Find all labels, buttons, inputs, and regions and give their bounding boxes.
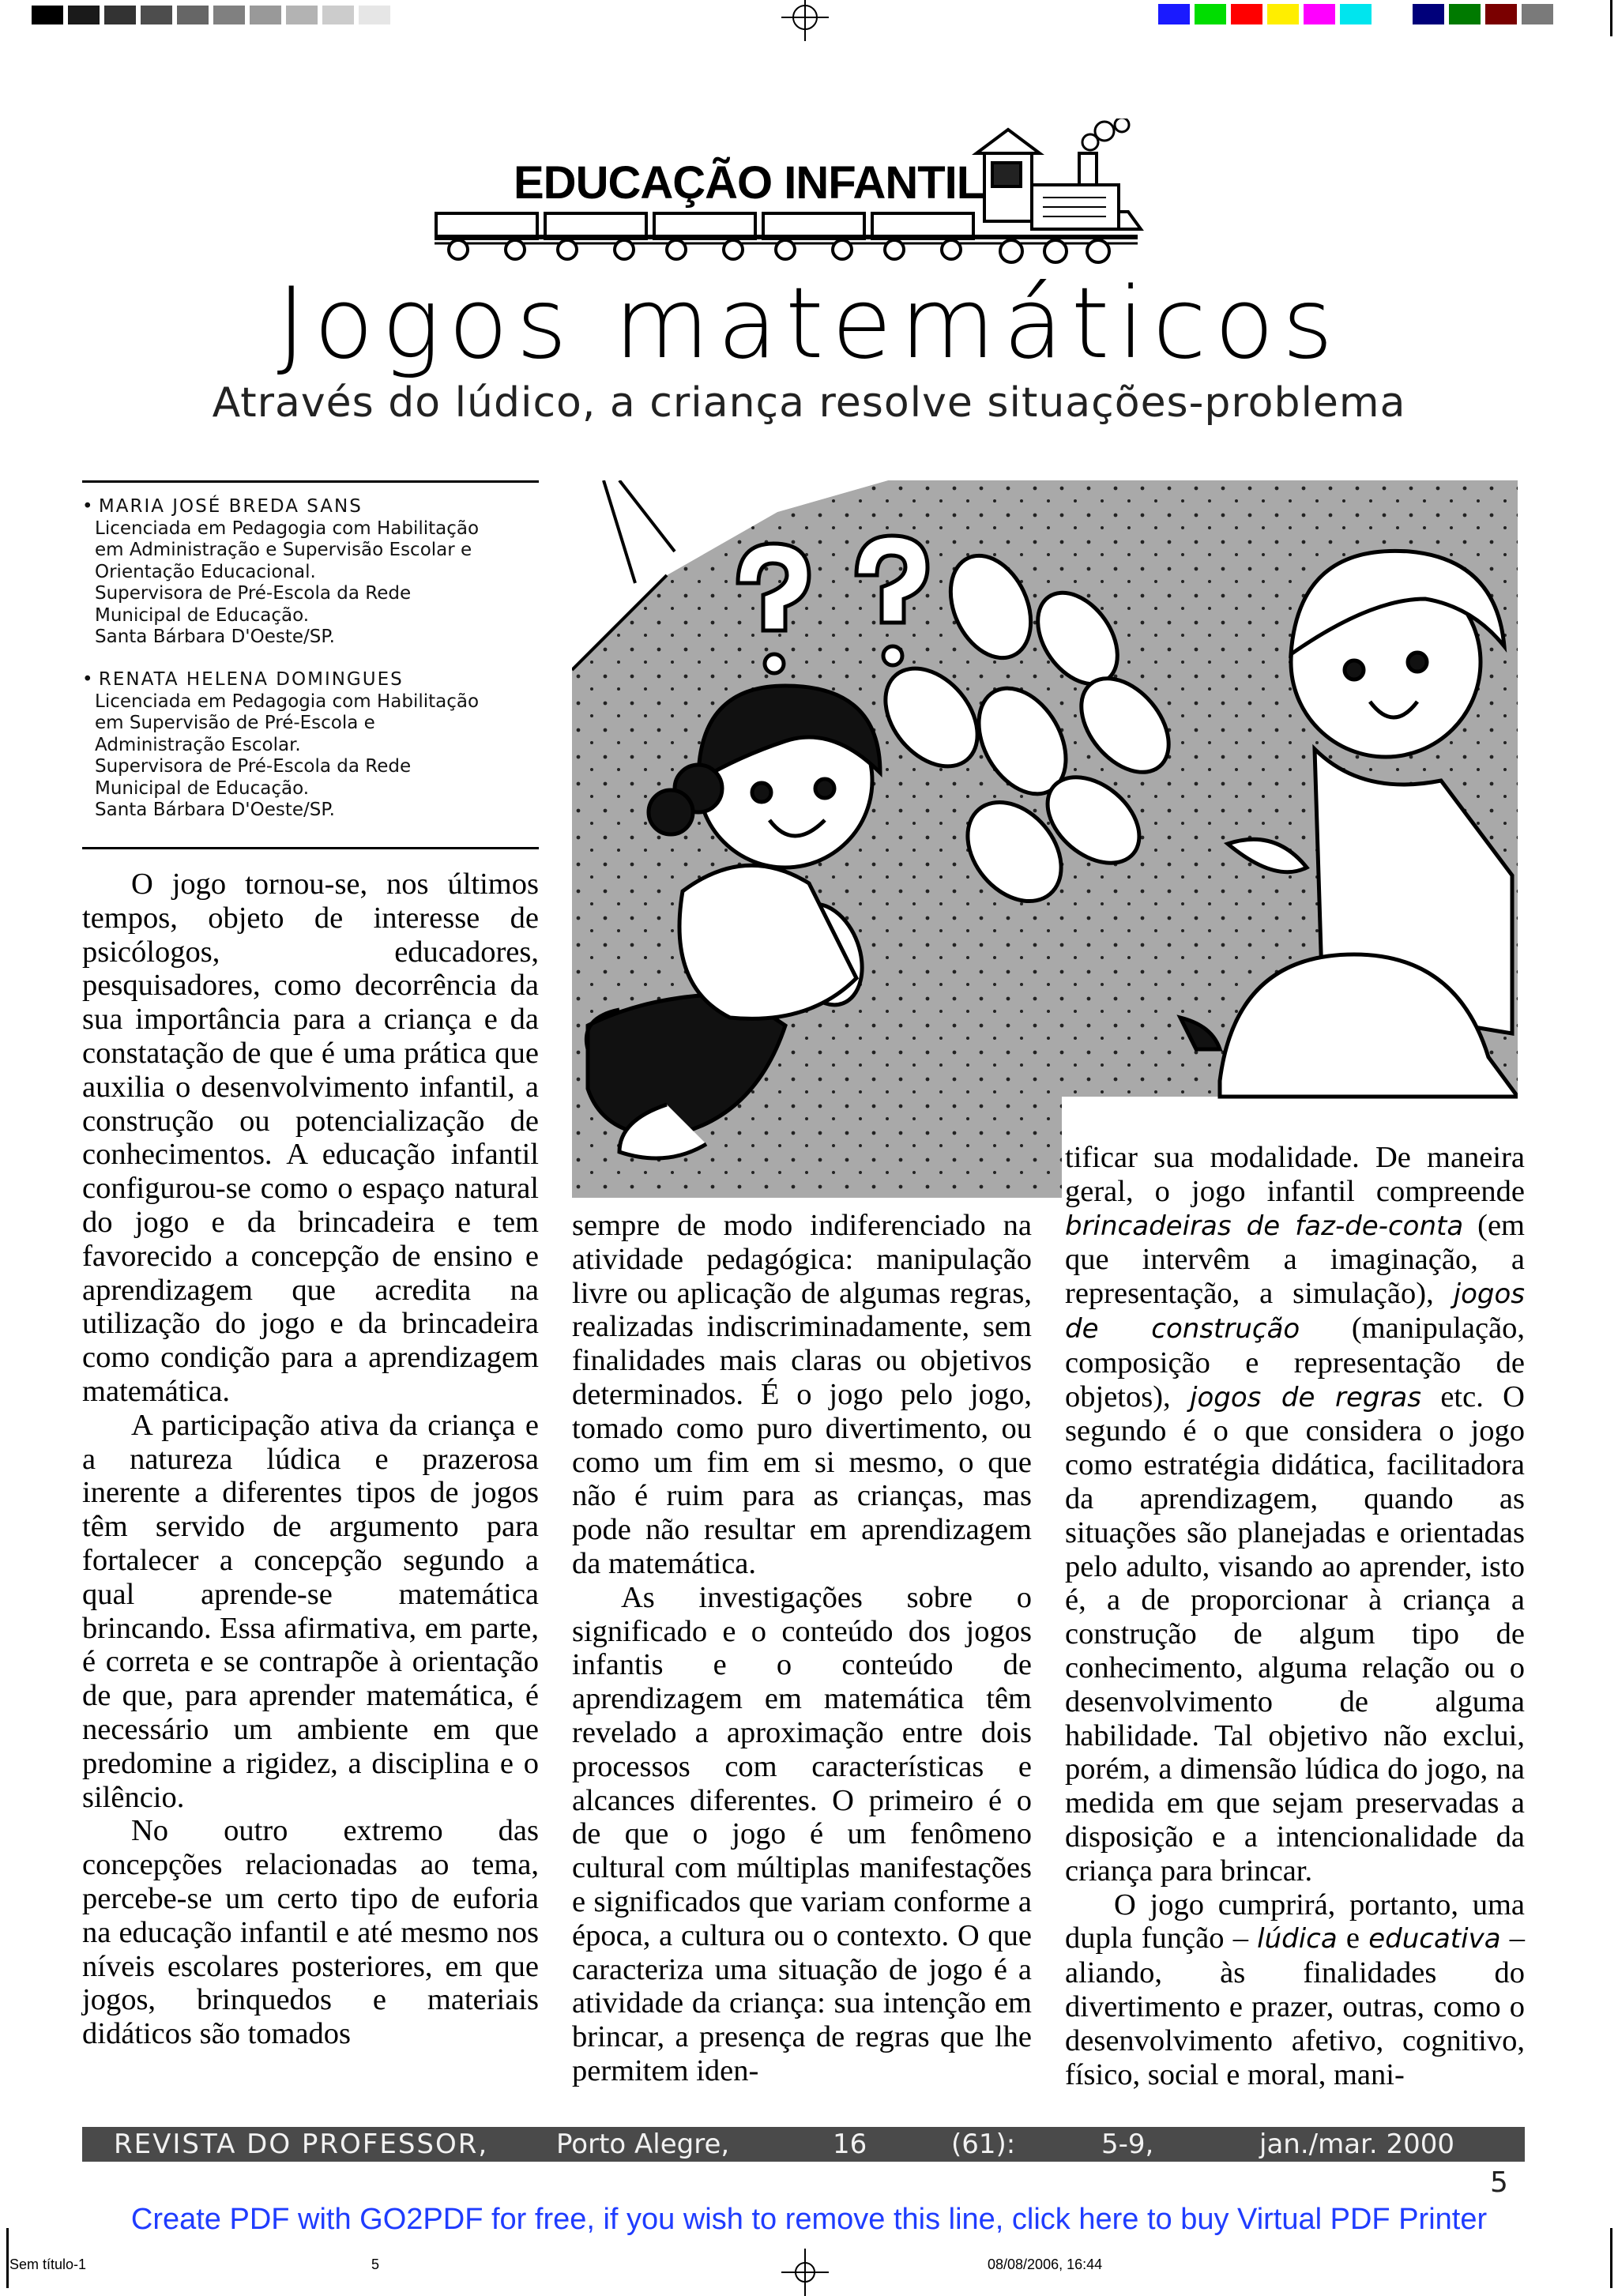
gray-swatch bbox=[32, 6, 63, 24]
gray-swatch bbox=[141, 6, 172, 24]
author-credential-line: Administração Escolar. bbox=[95, 734, 301, 755]
author-block-1 bbox=[82, 496, 556, 649]
gray-swatch bbox=[286, 6, 318, 24]
author-credential-line: Supervisora de Pré-Escola da Rede bbox=[95, 756, 412, 777]
term-educativa: educativa bbox=[1368, 1923, 1501, 1955]
pdf-printer-link[interactable]: Create PDF with GO2PDF for free, if you wish to remove this line, click here to buy Virtual PDF Printer bbox=[130, 2203, 1488, 2236]
term-jogos-construcao: jogos de construção bbox=[1065, 1278, 1525, 1345]
term-jogos-regras: jogos de regras bbox=[1190, 1381, 1421, 1413]
article-title: Jogos matemáticos bbox=[277, 267, 1341, 381]
col1-paragraph: A participação ativa da criança e a natureza lúdica e prazerosa inerente a diferentes tipos de jogos têm servido de argumento para fortalecer a concepção segundo a qual aprende-se matemática brincando. Essa afirmativa, em parte, é correta e se contrapõe à orientação de que, para aprender matemática, é necessário um ambiente em que predomine a rigidez, a disciplina e o silêncio. bbox=[82, 1408, 539, 1814]
color-swatch bbox=[1340, 4, 1372, 24]
author-credential-line: Santa Bárbara D'Oeste/SP. bbox=[95, 800, 335, 820]
article-subtitle: Através do lúdico, a criança resolve situações-problema bbox=[212, 379, 1406, 427]
color-swatch bbox=[1376, 4, 1408, 24]
author-credential-line: Municipal de Educação. bbox=[95, 604, 310, 626]
print-page: 5 bbox=[371, 2256, 380, 2272]
author-credential-line: em Administração e Supervisão Escolar e bbox=[95, 540, 472, 560]
text-column-2 bbox=[572, 1209, 1032, 2088]
crop-mark-bottom-right bbox=[1610, 2228, 1612, 2288]
color-swatch bbox=[1304, 4, 1335, 24]
section-label: EDUCAÇÃO INFANTIL bbox=[514, 157, 984, 209]
journal-date: jan./mar. 2000 bbox=[1259, 2129, 1455, 2160]
journal-city: Porto Alegre, bbox=[556, 2129, 730, 2160]
children-playing-illustration bbox=[572, 480, 1518, 1198]
crop-mark-top-right bbox=[1610, 0, 1612, 36]
gray-swatch bbox=[104, 6, 136, 24]
gray-swatch bbox=[359, 6, 390, 24]
gray-swatch bbox=[68, 6, 100, 24]
author-credential-line: Supervisora de Pré-Escola da Rede bbox=[95, 583, 412, 604]
color-swatch bbox=[1522, 4, 1553, 24]
color-swatch bbox=[1267, 4, 1299, 24]
text-column-1 bbox=[82, 868, 539, 2051]
registration-crosshair-top bbox=[781, 0, 829, 41]
registration-crosshair-bottom bbox=[781, 2249, 829, 2296]
authors-rule-bottom bbox=[82, 847, 539, 849]
text-column-3 bbox=[1065, 1141, 1525, 2091]
color-swatch bbox=[1413, 4, 1444, 24]
journal-name: REVISTA DO PROFESSOR, bbox=[114, 2129, 489, 2160]
journal-pages: 5-9, bbox=[1101, 2129, 1154, 2160]
col1-paragraph: O jogo tornou-se, nos últimos tempos, objeto de interesse de psicólogos, educadores, pesquisadores, como decorrência da sua importância para a criança e da constatação de que é uma prática que auxilia o desenvolvimento infantil, a construção ou potencialização de conhecimentos. A educação infantil configurou-se como o espaço natural do jogo e da brincadeira e tem favorecido a concepção de ensino e aprendizagem que acredita na utilização do jogo e da brincadeira como condição para a aprendizagem matemática. bbox=[82, 868, 539, 1408]
col3-paragraph-1: tificar sua modalidade. De maneira geral, o jogo infantil compreende brincadeiras de faz-de-conta (em que intervêm a imaginação, a representação, a simulação), jogos de construção (manipulação, composição e representação de objetos), jogos de regras etc. O segundo é o que considera o jogo como estratégia didática, facilitadora da aprendizagem, quando as situações são planejadas e orientadas pelo adulto, visando ao aprender, isto é, a de proporcionar à criança a construção de algum tipo de conhecimento, alguma relação ou o desenvolvimento de alguma habilidade. Tal objetivo não exclui, porém, a dimensão lúdica do jogo, na medida em que sejam preservadas a disposição e a intencionalidade da criança para brincar. bbox=[1065, 1141, 1525, 1888]
author-block-2 bbox=[82, 669, 556, 822]
col3-paragraph-2: O jogo cumprirá, portanto, uma dupla função – lúdica e educativa – aliando, às finalidades do divertimento e prazer, outras, como o desenvolvimento afetivo, cognitivo, físico, social e moral, mani- bbox=[1065, 1888, 1525, 2091]
authors-rule-top bbox=[82, 480, 539, 483]
grayscale-registration-bar bbox=[32, 6, 390, 24]
gray-swatch bbox=[322, 6, 354, 24]
section-logo bbox=[427, 119, 1169, 269]
term-faz-de-conta: brincadeiras de faz-de-conta bbox=[1065, 1210, 1464, 1242]
col1-paragraph: No outro extremo das concepções relacionadas ao tema, percebe-se um certo tipo de euforia na educação infantil e até mesmo nos níveis escolares posteriores, em que jogos, brinquedos e materiais didáticos são tomados bbox=[82, 1814, 539, 2051]
col2-paragraph: sempre de modo indiferenciado na atividade pedagógica: manipulação livre ou aplicação de algumas regras, realizadas indiscriminadamente, sem finalidades mais claras ou objetivos determinados. É o jogo pelo jogo, tomado como puro divertimento, ou como um fim em si mesmo, o que não é ruim para as crianças, mas pode não resultar em aprendizagem da matemática. bbox=[572, 1209, 1032, 1580]
journal-volume: 16 bbox=[833, 2129, 867, 2160]
color-swatch bbox=[1158, 4, 1190, 24]
author-credential-line: em Supervisão de Pré-Escola e bbox=[95, 713, 375, 733]
author-name: • MARIA JOSÉ BREDA SANS bbox=[82, 496, 363, 517]
gray-swatch bbox=[177, 6, 209, 24]
gray-swatch bbox=[250, 6, 281, 24]
author-credential-line: Santa Bárbara D'Oeste/SP. bbox=[95, 627, 335, 647]
illustration-image bbox=[572, 480, 1518, 1198]
print-timestamp: 08/08/2006, 16:44 bbox=[988, 2256, 1103, 2272]
color-swatch bbox=[1231, 4, 1262, 24]
author-name: • RENATA HELENA DOMINGUES bbox=[82, 669, 404, 690]
author-credential-line: Licenciada em Pedagogia com Habilitação bbox=[95, 518, 480, 539]
color-swatch bbox=[1485, 4, 1517, 24]
author-credential-line: Orientação Educacional. bbox=[95, 561, 316, 582]
author-credential-line: Licenciada em Pedagogia com Habilitação bbox=[95, 691, 480, 712]
journal-issue: (61): bbox=[951, 2129, 1016, 2160]
citation-footer bbox=[82, 2127, 1525, 2162]
color-swatch bbox=[1195, 4, 1226, 24]
color-swatch bbox=[1449, 4, 1481, 24]
page-number: 5 bbox=[1490, 2166, 1508, 2199]
term-ludica: lúdica bbox=[1257, 1923, 1338, 1955]
color-registration-bar bbox=[1158, 4, 1553, 24]
print-file-name: Sem título-1 bbox=[9, 2256, 87, 2272]
gray-swatch bbox=[213, 6, 245, 24]
author-credential-line: Municipal de Educação. bbox=[95, 777, 310, 799]
col2-paragraph: As investigações sobre o significado e o conteúdo dos jogos infantis e o conteúdo de aprendizagem em matemática têm revelado a aproximação entre dois processos com características e alcances diferentes. O primeiro é o de que o jogo é um fenômeno cultural com múltiplas manifestações e significados que variam conforme a época, a cultura ou o contexto. O que caracteriza uma situação de jogo é a atividade da criança: sua intenção em brincar, a presença de regras que lhe permitem iden- bbox=[572, 1580, 1032, 2087]
crop-mark-bottom-left bbox=[6, 2228, 9, 2288]
